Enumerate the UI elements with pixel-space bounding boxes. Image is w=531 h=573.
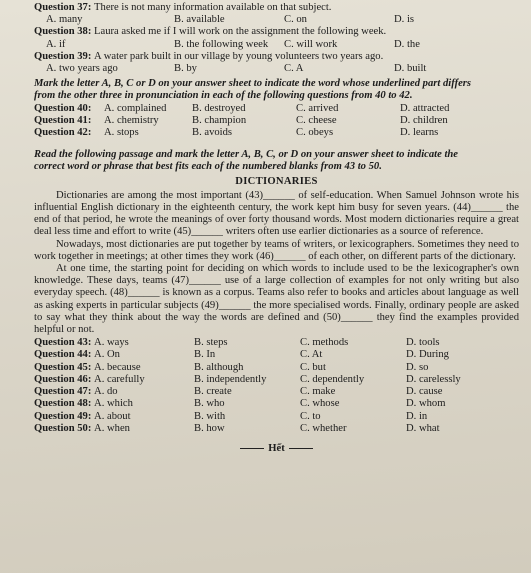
question-38-options — [34, 39, 519, 51]
question-label: Question 38: — [34, 26, 92, 38]
option-c: C. A — [284, 63, 304, 75]
option-a: A. many — [46, 14, 83, 26]
question-47-d: D. cause — [406, 386, 443, 398]
option-a: A. chemistry — [104, 114, 159, 126]
option-c: C. on — [284, 14, 307, 26]
question-text: Laura asked me if I will work on the assignment the following week. — [94, 26, 387, 38]
end-text: Hết — [268, 442, 285, 454]
option-d: D. is — [394, 14, 415, 26]
answer-options-grid — [34, 337, 519, 435]
question-43-a: Question 43: A. ways — [34, 337, 129, 349]
question-50-a: Question 50: A. when — [34, 422, 130, 434]
question-47-b: B. create — [194, 386, 232, 398]
question-48-d: D. whom — [406, 398, 446, 410]
option-c: C. arrived — [296, 102, 339, 114]
question-50-b: B. how — [194, 422, 225, 434]
instruction-line: correct word or phrase that best fits each of the numbered blanks from 43 to 50. — [34, 161, 382, 173]
question-49-a: Question 49: A. about — [34, 410, 131, 422]
question-47-c: C. make — [300, 386, 336, 398]
question-44-d: D. During — [406, 349, 449, 361]
question-37-options — [34, 14, 519, 26]
passage-paragraph-1: Dictionaries are among the most important (43)______ of self-education. When Samuel Johnson wrote his influential English dictionary in the eighteenth century, the work kept him busy for seven years. (44)______ the end of that period, he wrote the meanings of over forty thousand words. Most modern dictionaries require a great deal less time and effort to write (45)______ writers often use earlier dictionaries as a source of reference. — [34, 189, 519, 238]
question-45-d: D. so — [406, 361, 429, 373]
question-41 — [34, 115, 519, 127]
question-38 — [34, 26, 519, 38]
divider — [289, 448, 313, 449]
divider — [240, 448, 264, 449]
question-43-c: C. methods — [300, 337, 349, 349]
question-43-b: B. steps — [194, 337, 228, 349]
question-48-a: Question 48: A. which — [34, 398, 133, 410]
question-label: Question 37: — [34, 2, 92, 13]
option-c: C. obeys — [296, 127, 334, 139]
question-37 — [34, 2, 519, 14]
question-47-a: Question 47: A. do — [34, 386, 118, 398]
passage-paragraph-3: At one time, the starting point for deciding on which words to include used to be the lexicographer's own knowledge. These days, teams (47)______ use of a large collection of examples for not only writing but also everyday speech. (48)______ is known as a corpus. Teams also refer to books and articles about language as well as asking experts in particular subjects (49)______ the more specialised words. Finally, ordinary people are asked to say what they think about the way the words are defined and (50)______ they find the examples provided helpful or not. — [34, 263, 519, 336]
passage-title: DICTIONARIES — [235, 175, 318, 187]
question-label: Question 39: — [34, 50, 92, 62]
question-39 — [34, 51, 519, 63]
question-label: Question 42: — [34, 127, 92, 139]
question-50-c: C. whether — [300, 422, 347, 434]
option-a: A. complained — [104, 102, 167, 114]
question-46-c: C. dependently — [300, 373, 365, 385]
question-45-c: C. but — [300, 361, 326, 373]
option-b: B. destroyed — [192, 102, 246, 114]
option-a: A. if — [46, 38, 66, 50]
option-b: B. champion — [192, 114, 247, 126]
question-48-c: C. whose — [300, 398, 340, 410]
question-46-a: Question 46: A. carefully — [34, 373, 145, 385]
option-d: D. built — [394, 63, 427, 75]
question-39-options — [34, 63, 519, 75]
question-42 — [34, 127, 519, 139]
question-45-b: B. although — [194, 361, 244, 373]
question-44-a: Question 44: A. On — [34, 349, 120, 361]
question-46-d: D. carelessly — [406, 373, 461, 385]
end-marker — [34, 443, 519, 455]
question-40 — [34, 103, 519, 115]
section-instructions-pronunciation — [34, 78, 519, 102]
option-a: A. two years ago — [46, 63, 118, 75]
instruction-line: Mark the letter A, B, C or D on your answer sheet to indicate the word whose underlined part differs — [34, 78, 472, 90]
question-49-c: C. to — [300, 410, 321, 422]
option-d: D. attracted — [400, 102, 450, 114]
question-44-b: B. In — [194, 349, 216, 361]
option-c: C. cheese — [296, 114, 337, 126]
option-d: D. the — [394, 38, 420, 50]
option-b: B. available — [174, 14, 225, 26]
instruction-line: Read the following passage and mark the letter A, B, C, or D on your answer sheet to indicate the — [34, 149, 458, 161]
question-label: Question 40: — [34, 102, 92, 114]
question-text: A water park built in our village by young volunteers two years ago. — [94, 50, 384, 62]
option-b: B. the following week — [174, 38, 269, 50]
option-d: D. learns — [400, 127, 439, 139]
question-45-a: Question 45: A. because — [34, 361, 141, 373]
option-a: A. stops — [104, 127, 139, 139]
option-b: B. by — [174, 63, 197, 75]
question-48-b: B. who — [194, 398, 225, 410]
question-label: Question 41: — [34, 114, 92, 126]
question-50-d: D. what — [406, 422, 440, 434]
question-49-d: D. in — [406, 410, 428, 422]
question-46-b: B. independently — [194, 373, 267, 385]
option-c: C. will work — [284, 38, 338, 50]
option-d: D. children — [400, 114, 448, 126]
passage-paragraph-2: Nowadays, most dictionaries are put together by teams of writers, or lexicographers. Sometimes they need to work together in meetings; at other times they work (46)______ of each other, on different parts of the dictionary. — [34, 238, 519, 262]
option-b: B. avoids — [192, 127, 233, 139]
question-49-b: B. with — [194, 410, 226, 422]
section-instructions-reading — [34, 149, 519, 173]
question-43-d: D. tools — [406, 337, 440, 349]
question-44-c: C. At — [300, 349, 323, 361]
instruction-line: from the other three in pronunciation in each of the following questions from 40 to 42. — [34, 90, 413, 102]
question-text: There is not many information available on that subject. — [94, 2, 332, 13]
